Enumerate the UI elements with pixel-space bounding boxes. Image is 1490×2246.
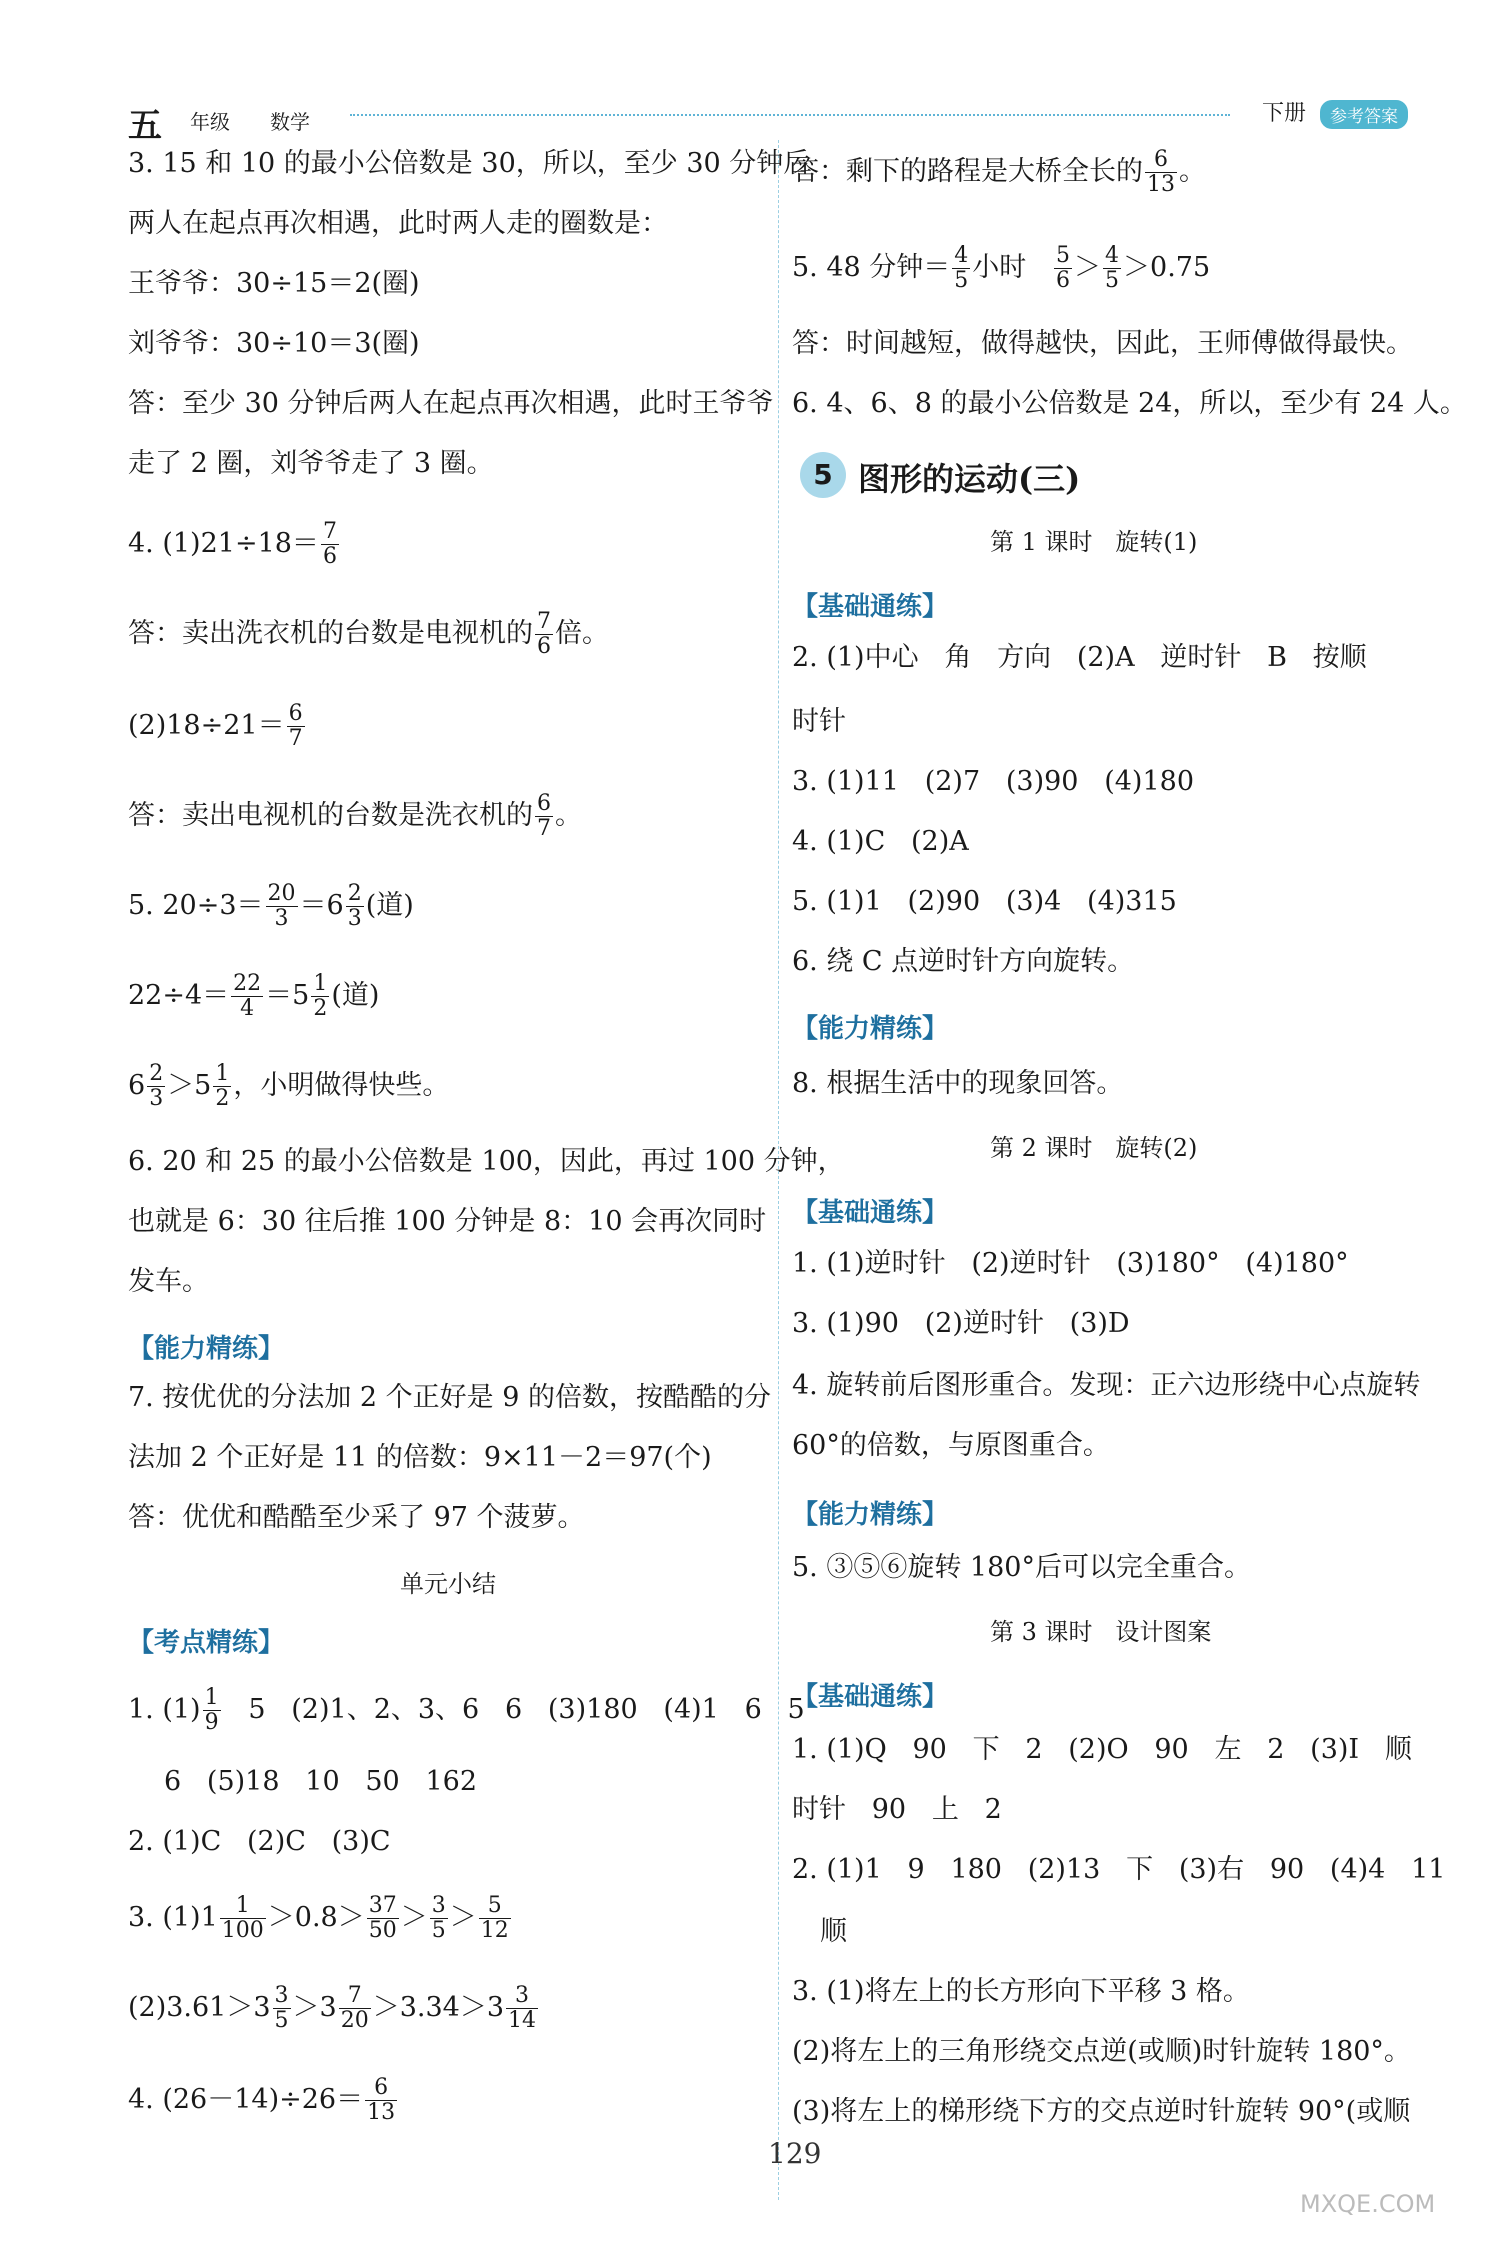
- watermark: MXQE.COM: [1300, 2190, 1436, 2218]
- text-line: 7. 按优优的分法加 2 个正好是 9 的倍数，按酷酷的分: [128, 1382, 772, 1413]
- fraction: $\frac{7}{20}$: [340, 1983, 369, 2033]
- text-line: 6. 绕 C 点逆时针方向旋转。: [792, 946, 1135, 977]
- subject-label: 数学: [270, 110, 310, 134]
- text-line: 法加 2 个正好是 11 的倍数：9×11－2＝97(个): [128, 1442, 712, 1473]
- text-line: 2. (1)中心 角 方向 (2)A 逆时针 B 按顺: [792, 642, 1367, 673]
- chapter-number: 5: [800, 452, 846, 498]
- fraction: $\frac{5}{6}$: [1056, 243, 1071, 293]
- text-line: 3. 15 和 10 的最小公倍数是 30，所以，至少 30 分钟后: [128, 148, 811, 179]
- text-line: 2. (1)C (2)C (3)C: [128, 1826, 391, 1857]
- math-line: 6 $\frac{2}{3}$ ＞5 $\frac{1}{2}$ ，小明做得快些。: [128, 1061, 450, 1111]
- header-rule: [350, 114, 1230, 116]
- fraction: $\frac{7}{6}$: [322, 519, 337, 569]
- text-line: 两人在起点再次相遇，此时两人走的圈数是：: [128, 208, 668, 239]
- fraction: $\frac{6}{13}$: [1147, 147, 1175, 197]
- text-line: 1. (1)逆时针 (2)逆时针 (3)180° (4)180°: [792, 1248, 1349, 1279]
- section-tag-exam: 【考点精练】: [128, 1628, 285, 1658]
- text-line: 也就是 6：30 往后推 100 分钟是 8：10 会再次同时: [128, 1206, 767, 1237]
- text-line: 顺: [820, 1916, 847, 1947]
- text-line: 8. 根据生活中的现象回答。: [792, 1068, 1124, 1099]
- page-number: 129: [768, 2137, 822, 2170]
- fraction: $\frac{2}{3}$: [149, 1061, 164, 1111]
- text-line: 3. (1)11 (2)7 (3)90 (4)180: [792, 766, 1194, 797]
- fraction: $\frac{1}{2}$: [313, 971, 328, 1021]
- fraction: $\frac{4}{5}$: [954, 243, 969, 293]
- math-line: (2)18÷21＝ $\frac{6}{7}$: [128, 701, 303, 751]
- section-tag-ability: 【能力精练】: [792, 1014, 949, 1044]
- fraction: $\frac{1}{9}$: [204, 1685, 219, 1735]
- section-tag-basic: 【基础通练】: [792, 592, 949, 622]
- unit-summary-title: 单元小结: [400, 1570, 496, 1598]
- section-tag-basic: 【基础通练】: [792, 1682, 949, 1712]
- fraction: $\frac{5}{12}$: [480, 1893, 509, 1943]
- text-line: 6 (5)18 10 50 162: [164, 1766, 478, 1797]
- text-line: 刘爷爷：30÷10＝3(圈): [128, 328, 420, 359]
- section-tag-ability: 【能力精练】: [128, 1334, 285, 1364]
- section-tag-basic: 【基础通练】: [792, 1198, 949, 1228]
- lesson-title: 第 2 课时 旋转(2): [990, 1134, 1198, 1162]
- volume-label: 下册: [1262, 101, 1307, 126]
- math-line: 5. 20÷3＝ $\frac{20}{3}$ ＝6 $\frac{2}{3}$ (道): [128, 881, 414, 931]
- math-line: 答：卖出洗衣机的台数是电视机的 $\frac{7}{6}$ 倍。: [128, 609, 609, 659]
- fraction: $\frac{20}{3}$: [267, 881, 296, 931]
- math-line: 22÷4＝ $\frac{22}{4}$ ＝5 $\frac{1}{2}$ (道): [128, 971, 380, 1021]
- grade-number: 五: [128, 106, 162, 146]
- text-line: 1. (1)Q 90 下 2 (2)O 90 左 2 (3)I 顺: [792, 1734, 1412, 1765]
- text-line: 60°的倍数，与原图重合。: [792, 1430, 1110, 1461]
- text-line: (3)将左上的梯形绕下方的交点逆时针旋转 90°(或顺: [792, 2096, 1411, 2127]
- text-line: 4. (1)C (2)A: [792, 826, 969, 857]
- math-line: 4. (1)21÷18＝ $\frac{7}{6}$: [128, 519, 337, 569]
- text-line: 发车。: [128, 1266, 209, 1297]
- fraction: $\frac{6}{13}$: [367, 2075, 396, 2125]
- fraction: $\frac{22}{4}$: [233, 971, 262, 1021]
- fraction: $\frac{6}{7}$: [288, 701, 303, 751]
- text-line: 6. 4、6、8 的最小公倍数是 24，所以，至少有 24 人。: [792, 388, 1467, 419]
- text-line: 答：时间越短，做得越快，因此，王师傅做得最快。: [792, 328, 1413, 359]
- text-line: 3. (1)90 (2)逆时针 (3)D: [792, 1308, 1130, 1339]
- fraction: $\frac{37}{50}$: [368, 1893, 397, 1943]
- text-line: 5. ③⑤⑥旋转 180°后可以完全重合。: [792, 1552, 1251, 1583]
- fraction: $\frac{3}{14}$: [508, 1983, 537, 2033]
- math-line: (2)3.61＞3 $\frac{3}{5}$ ＞3 $\frac{7}{20}$ ＞3.34＞3 $\frac{3}{14}$: [128, 1983, 537, 2033]
- fraction: $\frac{1}{2}$: [215, 1061, 230, 1111]
- text-line: 时针: [792, 706, 846, 737]
- text-line: 答：至少 30 分钟后两人在起点再次相遇，此时王爷爷: [128, 388, 774, 419]
- text-line: (2)将左上的三角形绕交点逆(或顺)时针旋转 180°。: [792, 2036, 1411, 2067]
- text-line: 2. (1)1 9 180 (2)13 下 (3)右 90 (4)4 11: [792, 1854, 1446, 1885]
- math-line: 5. 48 分钟＝ $\frac{4}{5}$ 小时 $\frac{5}{6}$ ＞ $\frac{4}{5}$ ＞0.75: [792, 243, 1211, 293]
- text-line: 4. 旋转前后图形重合。发现：正六边形绕中心点旋转: [792, 1370, 1421, 1401]
- text-line: 王爷爷：30÷15＝2(圈): [128, 268, 420, 299]
- math-line: 答：卖出电视机的台数是洗衣机的 $\frac{6}{7}$ 。: [128, 791, 582, 841]
- math-line: 答：剩下的路程是大桥全长的 $\frac{6}{13}$ 。: [792, 147, 1206, 197]
- fraction: $\frac{6}{7}$: [537, 791, 551, 841]
- text-line: 走了 2 圈，刘爷爷走了 3 圈。: [128, 448, 494, 479]
- answer-badge: 参考答案: [1320, 100, 1408, 129]
- fraction: $\frac{7}{6}$: [537, 609, 551, 659]
- fraction: $\frac{2}{3}$: [347, 881, 362, 931]
- math-line: 4. (26－14)÷26＝ $\frac{6}{13}$: [128, 2075, 396, 2125]
- text-line: 6. 20 和 25 的最小公倍数是 100，因此，再过 100 分钟，: [128, 1146, 845, 1177]
- fraction: $\frac{3}{5}$: [431, 1893, 446, 1943]
- text-line: 时针 90 上 2: [792, 1794, 1002, 1825]
- chapter-title: 图形的运动(三): [858, 460, 1081, 498]
- fraction: $\frac{1}{100}$: [221, 1893, 264, 1943]
- fraction: $\frac{3}{5}$: [274, 1983, 289, 2033]
- section-tag-ability: 【能力精练】: [792, 1500, 949, 1530]
- lesson-title: 第 3 课时 设计图案: [990, 1618, 1212, 1646]
- text-line: 3. (1)将左上的长方形向下平移 3 格。: [792, 1976, 1250, 2007]
- fraction: $\frac{4}{5}$: [1105, 243, 1120, 293]
- math-line: 1. (1) $\frac{1}{9}$ 5 (2)1、2、3、6 6 (3)180 (4)1 6 5: [128, 1685, 805, 1735]
- text-line: 5. (1)1 (2)90 (3)4 (4)315: [792, 886, 1177, 917]
- text-line: 答：优优和酷酷至少采了 97 个菠萝。: [128, 1502, 585, 1533]
- grade-label: 年级: [190, 110, 230, 134]
- lesson-title: 第 1 课时 旋转(1): [990, 528, 1198, 556]
- math-line: 3. (1)1 $\frac{1}{100}$ ＞0.8＞ $\frac{37}{50}$ ＞ $\frac{3}{5}$ ＞ $\frac{5}{12}$: [128, 1893, 509, 1943]
